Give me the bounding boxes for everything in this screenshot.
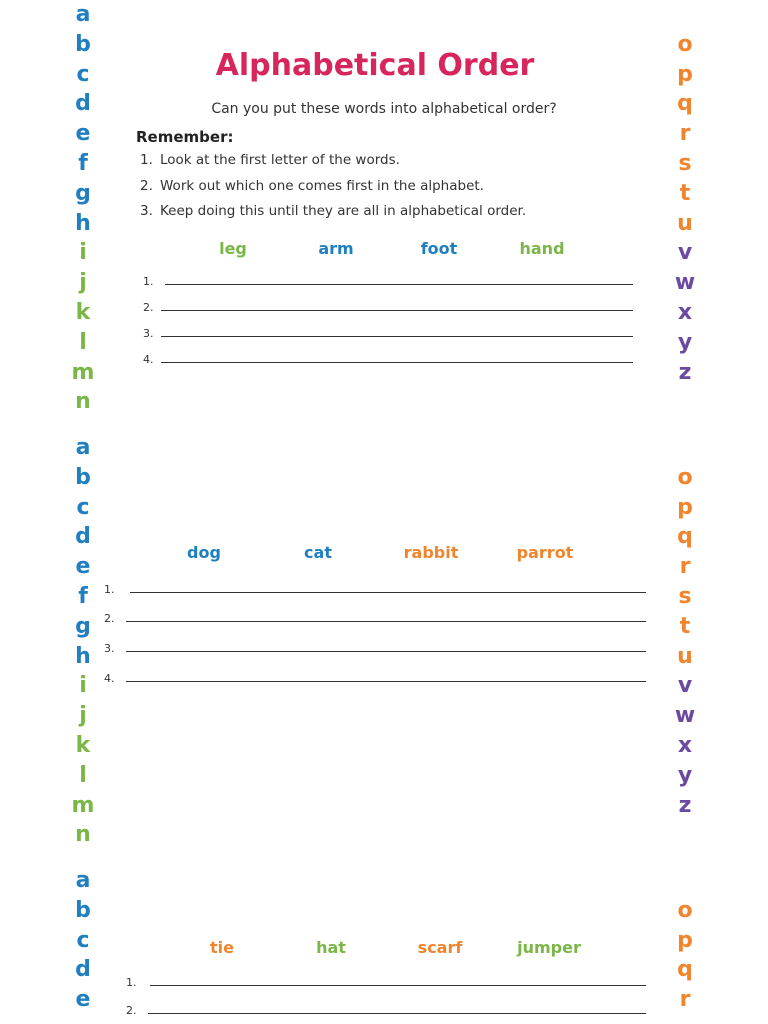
alphabet-letter: g [75, 613, 91, 639]
alphabet-letter: t [679, 180, 691, 206]
alphabet-letter: d [75, 91, 91, 117]
alphabet-letter: n [75, 822, 91, 848]
alphabet-letter: a [75, 2, 91, 27]
alphabet-letter: l [79, 329, 87, 355]
alphabet-strip-left [68, 0, 98, 1024]
alphabet-letter: d [75, 957, 91, 983]
alphabet-letter: c [76, 61, 90, 87]
word-card: dog [187, 543, 221, 562]
alphabet-letter: q [677, 957, 693, 983]
alphabet-letter: g [75, 180, 91, 206]
alphabet-letter: s [678, 151, 692, 176]
alphabet-letter: w [674, 270, 696, 296]
alphabet-letter: h [75, 210, 91, 236]
remember-heading: Remember: [136, 128, 234, 146]
alphabet-letter: o [677, 31, 693, 57]
alphabet-letter: r [679, 554, 691, 580]
alphabet-letter: p [677, 61, 693, 87]
alphabet-letter: z [678, 359, 692, 385]
alphabet-letter: r [679, 987, 691, 1013]
alphabet-letter: f [78, 151, 88, 176]
alphabet-letter: y [677, 329, 693, 355]
word-card: hand [519, 239, 565, 258]
word-card: scarf [417, 938, 463, 957]
alphabet-letter: i [79, 240, 87, 266]
alphabet-letter: o [677, 897, 693, 923]
alphabet-letter: f [78, 584, 88, 609]
instruction-text: Can you put these words into alphabetical order? [211, 101, 557, 117]
alphabet-letter: e [75, 121, 91, 147]
step-item: 1. Look at the first letter of the words. [140, 152, 400, 168]
alphabet-letter: q [677, 524, 693, 550]
word-card: parrot [516, 543, 574, 562]
word-card: tie [210, 938, 234, 957]
alphabet-letter: b [75, 31, 91, 57]
alphabet-letter: i [79, 673, 87, 699]
page-title: Alphabetical Order [215, 48, 535, 83]
alphabet-letter: c [76, 927, 90, 953]
alphabet-letter: v [677, 240, 693, 266]
alphabet-letter: m [71, 792, 95, 818]
alphabet-strip-right [670, 0, 700, 1024]
alphabet-letter: u [677, 643, 693, 669]
word-card: jumper [517, 938, 581, 957]
alphabet-letter: b [75, 897, 91, 923]
word-card: arm [318, 239, 354, 258]
alphabet-letter: p [677, 927, 693, 953]
alphabet-letter: u [677, 210, 693, 236]
alphabet-letter: k [75, 733, 91, 758]
alphabet-letter: c [76, 494, 90, 520]
alphabet-letter: o [677, 464, 693, 490]
alphabet-letter: z [678, 792, 692, 818]
alphabet-letter: x [677, 733, 693, 758]
word-card: foot [420, 239, 458, 258]
alphabet-letter: j [79, 270, 87, 296]
alphabet-letter: j [79, 703, 87, 729]
word-card: hat [316, 938, 346, 957]
alphabet-letter: h [75, 643, 91, 669]
word-card: leg [219, 239, 247, 258]
alphabet-letter: v [677, 673, 693, 699]
step-item: 2. Work out which one comes first in the alphabet. [140, 177, 484, 194]
alphabet-letter: x [677, 300, 693, 325]
alphabet-letter: a [75, 435, 91, 460]
alphabet-letter: q [677, 91, 693, 117]
alphabet-letter: e [75, 554, 91, 580]
alphabet-letter: s [678, 584, 692, 609]
alphabet-letter: k [75, 300, 91, 325]
alphabet-letter: b [75, 464, 91, 490]
alphabet-letter: w [674, 703, 696, 729]
alphabet-letter: t [679, 613, 691, 639]
alphabet-letter: a [75, 868, 91, 893]
alphabet-letter: e [75, 987, 91, 1013]
alphabet-letter: r [679, 121, 691, 147]
step-item: 3. Keep doing this until they are all in alphabetical order. [140, 203, 527, 219]
alphabet-letter: l [79, 762, 87, 788]
alphabet-letter: n [75, 389, 91, 415]
alphabet-letter: y [677, 762, 693, 788]
word-card: cat [304, 543, 332, 562]
alphabet-letter: p [677, 494, 693, 520]
word-card: rabbit [403, 543, 459, 562]
alphabet-letter: d [75, 524, 91, 550]
alphabet-letter: m [71, 359, 95, 385]
steps-list [140, 150, 526, 227]
